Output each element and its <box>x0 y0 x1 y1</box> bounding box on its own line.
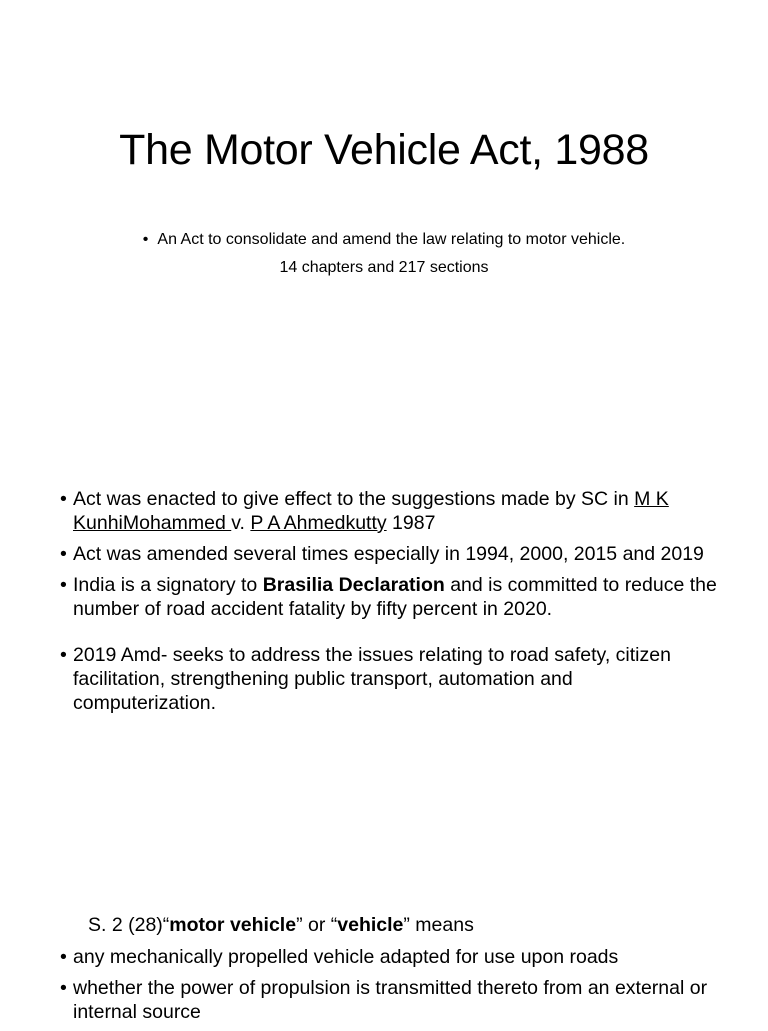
bullet-glyph: • <box>142 231 149 248</box>
bullet-glyph: • <box>60 946 67 968</box>
item-text: Act was amended several times especially in 1994, 2000, 2015 and 2019 <box>73 543 704 565</box>
bold-term: motor vehicle <box>169 914 297 936</box>
section-heading <box>88 913 474 937</box>
bold-term: vehicle <box>337 914 404 936</box>
subtitle-line-1 <box>0 230 768 250</box>
subtitle-text-1: An Act to consolidate and amend the law relating to motor vehicle. <box>157 231 626 248</box>
heading-text: S. 2 (28)“ <box>88 914 170 936</box>
item-text: v. <box>231 512 251 534</box>
item-text: and is committed to reduce the number of road accident fatality by fifty percent in 2020. <box>73 574 717 620</box>
bullet-glyph: • <box>60 543 67 565</box>
list-item <box>60 945 720 969</box>
item-text: any mechanically propelled vehicle adapted for use upon roads <box>73 946 619 968</box>
slide-title-heading: The Motor Vehicle Act, 1988 <box>119 126 649 174</box>
case-name-link: M K KunhiMohammed <box>73 488 669 534</box>
bullet-glyph: • <box>60 574 67 596</box>
item-text: India is a signatory to <box>73 574 263 596</box>
subtitle-line-2: 14 chapters and 217 sections <box>279 259 489 276</box>
slide-background <box>0 440 768 840</box>
item-text: 2019 Amd- seeks to address the issues relating to road safety, citizen facilitation, strengthening public transport, automation and computerization. <box>73 644 671 714</box>
item-text: whether the power of propulsion is transmitted thereto from an external or internal source <box>73 977 708 1023</box>
list-item <box>60 487 720 535</box>
bullet-list <box>60 487 720 722</box>
item-text: Act was enacted to give effect to the suggestions made by SC in <box>73 488 635 510</box>
list-item <box>60 542 720 566</box>
list-item <box>60 976 720 1024</box>
slide-definition <box>0 880 768 1024</box>
heading-text: ” means <box>403 914 474 936</box>
case-name-link: P A Ahmedkutty <box>250 512 387 534</box>
heading-text: ” or “ <box>296 914 338 936</box>
list-item <box>60 643 720 715</box>
bullet-list <box>60 945 720 1031</box>
bold-term: Brasilia Declaration <box>262 574 445 596</box>
item-text: 1987 <box>386 512 436 534</box>
bullet-glyph: • <box>60 488 67 510</box>
bullet-glyph: • <box>60 977 67 999</box>
slide-title <box>0 0 768 440</box>
list-item <box>60 573 720 621</box>
bullet-glyph: • <box>60 644 67 666</box>
